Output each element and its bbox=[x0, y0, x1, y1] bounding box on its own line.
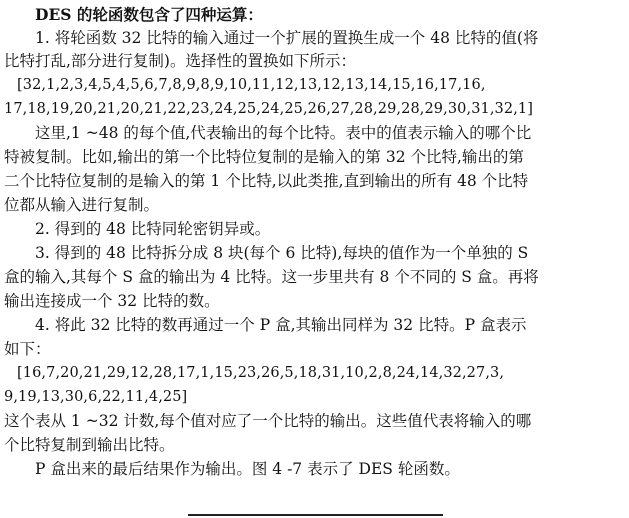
step-3-line-1: 3. 得到的 48 比特拆分成 8 块(每个 6 比特),每块的值作为一个单独的 S bbox=[35, 244, 529, 262]
p-box-table-line-2: 9,19,13,30,6,22,11,4,25] bbox=[4, 389, 188, 405]
step-2-line: 2. 得到的 48 比特同轮密钥异或。 bbox=[35, 220, 271, 238]
explanation-line-4: 位都从输入进行复制。 bbox=[4, 196, 160, 214]
step-4-line-2: 如下： bbox=[4, 340, 51, 358]
expansion-table-line-2: 17,18,19,20,21,20,21,22,23,24,25,24,25,26,27,28,29,28,29,30,31,32,1] bbox=[4, 101, 533, 117]
p-box-table-line-1: [16,7,20,21,29,12,28,17,1,15,23,26,5,18,31,10,2,8,24,14,32,27,3, bbox=[17, 365, 505, 381]
bottom-figure-rule bbox=[188, 514, 443, 516]
intro-line: DES 的轮函数包含了四种运算： bbox=[35, 5, 263, 24]
step-1-line-1: 1. 将轮函数 32 比特的输入通过一个扩展的置换生成一个 48 比特的值(将 bbox=[35, 29, 539, 47]
step-3-line-2: 盒的输入,其每个 S 盒的输出为 4 比特。这一步里共有 8 个不同的 S 盒。再将 bbox=[4, 268, 539, 286]
explanation-line-3: 二个比特位复制的是输入的第 1 个比特,以此类推,直到输出的所有 48 个比特 bbox=[4, 172, 529, 190]
closing-line: P 盒出来的最后结果作为输出。图 4 -7 表示了 DES 轮函数。 bbox=[35, 460, 460, 478]
step-1-line-2: 比特打乱,部分进行复制)。选择性的置换如下所示： bbox=[4, 52, 356, 70]
step-3-line-3: 输出连接成一个 32 比特的数。 bbox=[4, 292, 220, 310]
explanation-line-1: 这里,1 ~48 的每个值,代表输出的每个比特。表中的值表示输入的哪个比 bbox=[35, 124, 532, 142]
step-4-line-1: 4. 将此 32 比特的数再通过一个 P 盒,其输出同样为 32 比特。P 盒表示 bbox=[35, 316, 527, 334]
explanation-line-2: 特被复制。比如,输出的第一个比特位复制的是输入的第 32 个比特,输出的第 bbox=[4, 148, 524, 166]
p-box-explanation-line-2: 个比特复制到输出比特。 bbox=[4, 436, 175, 454]
expansion-table-line-1: [32,1,2,3,4,5,4,5,6,7,8,9,8,9,10,11,12,13,12,13,14,15,16,17,16, bbox=[17, 77, 486, 93]
p-box-explanation-line-1: 这个表从 1 ~32 计数,每个值对应了一个比特的输出。这些值代表将输入的哪 bbox=[4, 412, 532, 430]
